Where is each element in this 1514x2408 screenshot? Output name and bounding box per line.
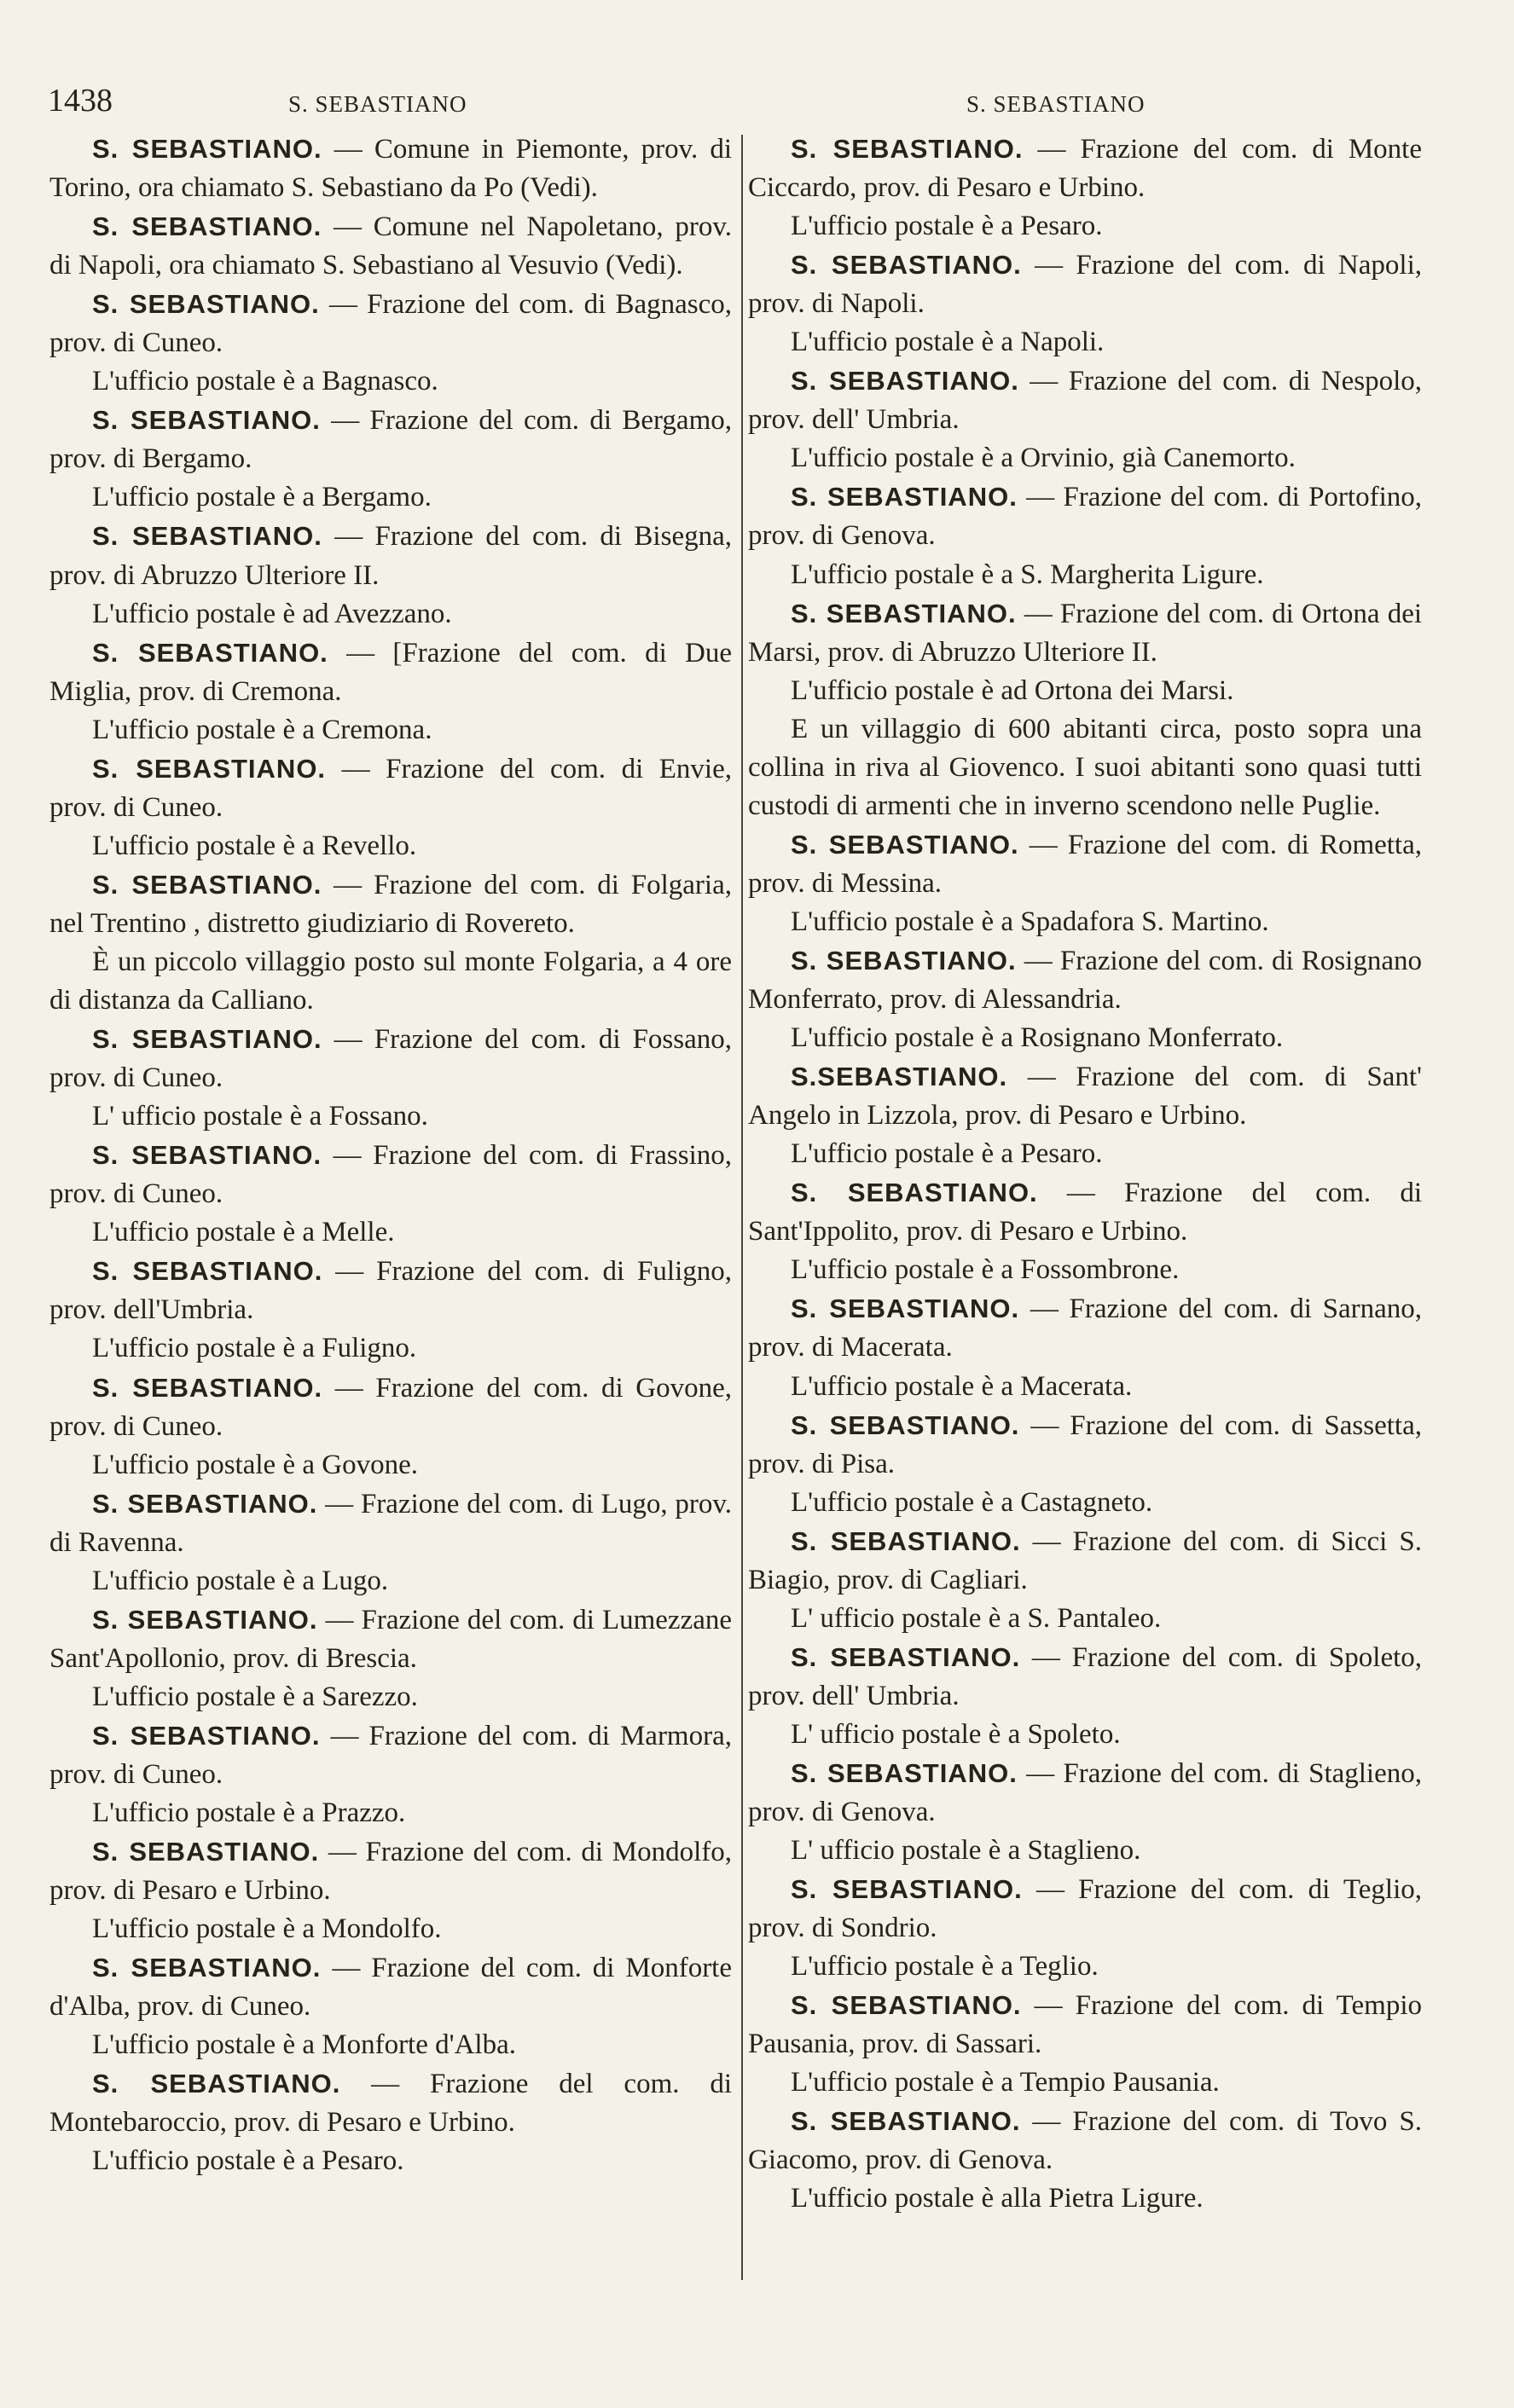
- entry-term: S. SEBASTIANO.: [791, 829, 1019, 860]
- entry-paragraph: [49, 130, 732, 207]
- entry-text: — Frazione del com. di Marmora, prov. di Cuneo.: [49, 1720, 732, 1790]
- entry-text: — Frazione del com. di Folgaria, nel Trentino , distretto giudiziario di Rovereto.: [49, 869, 732, 939]
- entry-note: E un villaggio di 600 abitanti circa, posto sopra una collina in riva al Giovenco. I suoi abitanti sono quasi tutti custodi di armenti che in inverno scendono nelle Puglie.: [748, 713, 1422, 821]
- entry-note: L' ufficio postale è a Spoleto.: [791, 1718, 1121, 1750]
- gazetteer-entry: [49, 517, 732, 633]
- entry-term: S. SEBASTIANO.: [791, 1178, 1038, 1208]
- running-head-left: S. SEBASTIANO: [288, 91, 467, 117]
- entry-paragraph: [49, 750, 732, 827]
- entry-term: S. SEBASTIANO.: [92, 869, 322, 900]
- entry-text: — Frazione del com. di Teglio, prov. di Sondrio.: [748, 1874, 1422, 1944]
- entry-paragraph: [49, 1136, 732, 1213]
- entry-term: S. SEBASTIANO.: [92, 1024, 322, 1055]
- entry-paragraph: [748, 2102, 1422, 2179]
- entry-paragraph: [748, 1754, 1422, 1832]
- entry-note: L'ufficio postale è a Prazzo.: [92, 1797, 406, 1829]
- entry-term: S. SEBASTIANO.: [791, 1757, 1018, 1788]
- entry-term: S. SEBASTIANO.: [791, 1409, 1020, 1440]
- entry-term: S. SEBASTIANO.: [92, 1488, 318, 1519]
- gazetteer-entry: [748, 1173, 1422, 1289]
- gazetteer-entry: [49, 1601, 732, 1716]
- entry-term: S. SEBASTIANO.: [92, 1953, 322, 1983]
- entry-note: L'ufficio postale è a Revello.: [92, 830, 417, 861]
- entry-note: L'ufficio postale è a Tempio Pausania.: [791, 2067, 1220, 2098]
- entry-paragraph: [49, 1020, 732, 1097]
- entry-term: S. SEBASTIANO.: [92, 1720, 321, 1751]
- entry-note: L'ufficio postale è a Lugo.: [92, 1565, 389, 1596]
- entry-term: S. SEBASTIANO.: [92, 134, 322, 164]
- gazetteer-entry: [748, 2102, 1422, 2218]
- entry-paragraph: [748, 478, 1422, 555]
- entry-term: S. SEBASTIANO.: [791, 1294, 1020, 1324]
- gazetteer-entry: [49, 401, 732, 517]
- gazetteer-entry: [748, 1870, 1422, 1986]
- entry-note: L'ufficio postale è a Monforte d'Alba.: [92, 2029, 516, 2061]
- entry-note: L'ufficio postale è alla Pietra Ligure.: [791, 2183, 1204, 2214]
- gazetteer-entry: [49, 1369, 732, 1485]
- running-head-right: S. SEBASTIANO: [966, 91, 1146, 117]
- entry-note: L'ufficio postale è a Macerata.: [791, 1370, 1133, 1402]
- entry-note: L'ufficio postale è a Pesaro.: [791, 1138, 1103, 1170]
- gazetteer-entry: [748, 1986, 1422, 2102]
- entry-note: L'ufficio postale è a Pesaro.: [791, 211, 1103, 242]
- entry-paragraph: [748, 246, 1422, 323]
- entry-note: L'ufficio postale è a Bergamo.: [92, 482, 432, 513]
- entry-paragraph: [49, 1252, 732, 1329]
- gazetteer-entry: [748, 825, 1422, 941]
- entry-paragraph: [49, 2064, 732, 2142]
- entry-term: S. SEBASTIANO.: [791, 482, 1018, 512]
- entry-note: L'ufficio postale è ad Avezzano.: [92, 598, 452, 629]
- entry-paragraph: [49, 285, 732, 362]
- entry-note: L'ufficio postale è a Fossombrone.: [791, 1254, 1180, 1286]
- gazetteer-entry: [748, 246, 1422, 362]
- entry-term: S. SEBASTIANO.: [92, 637, 328, 668]
- gazetteer-entry: [49, 1485, 732, 1601]
- gazetteer-entry: [748, 1522, 1422, 1638]
- entry-paragraph: [49, 1832, 732, 1910]
- entry-text: — Frazione del com. di Fossano, prov. di Cuneo.: [49, 1024, 732, 1094]
- entry-text: — Frazione del com. di Montebaroccio, prov. di Pesaro e Urbino.: [49, 2069, 732, 2139]
- entry-note: L'ufficio postale è a Castagneto.: [791, 1486, 1153, 1518]
- entry-text: — Frazione del com. di Ortona dei Marsi, prov. di Abruzzo Ulteriore II.: [748, 598, 1423, 668]
- entry-text: — Comune in Piemonte, prov. di Torino, ora chiamato S. Sebastiano da Po (Vedi).: [49, 134, 732, 204]
- entry-text: — Frazione del com. di Sassetta, prov. di Pisa.: [748, 1409, 1422, 1479]
- entry-text: — Frazione del com. di Govone, prov. di Cuneo.: [49, 1372, 732, 1442]
- entry-paragraph: [748, 1406, 1422, 1484]
- entry-text: — Frazione del com. di Napoli, prov. di Napoli.: [748, 250, 1422, 320]
- entry-text: — Frazione del com. di Nespolo, prov. dell' Umbria.: [748, 366, 1422, 436]
- entry-text: — Frazione del com. di Portofino, prov. di Genova.: [748, 482, 1423, 552]
- entry-term: S. SEBASTIANO.: [92, 2069, 341, 2099]
- entry-note: L'ufficio postale è a Teglio.: [791, 1951, 1099, 1983]
- entry-text: — Frazione del com. di Bisegna, prov. di Abruzzo Ulteriore II.: [49, 521, 732, 591]
- entry-paragraph: [748, 825, 1422, 903]
- entry-text: — Comune nel Napoletano, prov. di Napoli, ora chiamato S. Sebastiano al Vesuvio (Vedi).: [49, 211, 732, 281]
- entry-note: L'ufficio postale è a Melle.: [92, 1217, 395, 1248]
- entry-paragraph: [748, 362, 1422, 439]
- gazetteer-entry: [49, 750, 732, 865]
- entry-note: L'ufficio postale è a Rosignano Monferrato.: [791, 1022, 1284, 1054]
- entry-term: S. SEBASTIANO.: [92, 1372, 323, 1403]
- entry-text: — Frazione del com. di Staglieno, prov. di Genova.: [748, 1757, 1422, 1828]
- entry-note: L'ufficio postale è a Sarezzo.: [92, 1681, 418, 1712]
- entry-term: S. SEBASTIANO.: [92, 405, 321, 436]
- entry-text: — Frazione del com. di Monforte d'Alba, prov. di Cuneo.: [49, 1953, 732, 2023]
- entry-term: S. SEBASTIANO.: [92, 289, 320, 320]
- entry-text: — Frazione del com. di Lumezzane Sant'Apollonio, prov. di Brescia.: [49, 1604, 733, 1674]
- entry-text: — Frazione del com. di Rometta, prov. di Messina.: [748, 829, 1423, 899]
- right-column: [748, 130, 1422, 2219]
- entry-text: — Frazione del com. di Sarnano, prov. di Macerata.: [748, 1294, 1422, 1363]
- entry-note: L'ufficio postale è a Mondolfo.: [92, 1913, 442, 1945]
- entry-text: — Frazione del com. di Tempio Pausania, prov. di Sassari.: [748, 1990, 1423, 2060]
- entry-paragraph: [49, 865, 732, 943]
- gazetteer-entry: [49, 1716, 732, 1832]
- entry-text: — Frazione del com. di Tovo S. Giacomo, prov. di Genova.: [748, 2106, 1422, 2176]
- entry-paragraph: [49, 401, 732, 478]
- entry-note: L'ufficio postale è a Cremona.: [92, 714, 432, 745]
- gazetteer-entry: [748, 1289, 1422, 1405]
- entry-text: — Frazione del com. di Fuligno, prov. dell'Umbria.: [49, 1256, 732, 1326]
- entry-note: L'ufficio postale è a Govone.: [92, 1449, 418, 1480]
- column-divider: [741, 135, 743, 2280]
- entry-term: S. SEBASTIANO.: [791, 1525, 1021, 1556]
- gazetteer-entry: [49, 1948, 732, 2064]
- entry-paragraph: [49, 207, 732, 285]
- entry-term: S. SEBASTIANO.: [791, 598, 1017, 628]
- entry-text: — Frazione del com. di Rosignano Monferrato, prov. di Alessandria.: [748, 945, 1422, 1016]
- entry-note: L'ufficio postale è a Orvinio, già Canemorto.: [791, 443, 1296, 474]
- entry-term: S. SEBASTIANO.: [791, 134, 1024, 164]
- gazetteer-entry: [748, 362, 1422, 478]
- entry-note: L'ufficio postale è a Bagnasco.: [92, 366, 438, 397]
- entry-term: S. SEBASTIANO.: [92, 211, 322, 242]
- entry-term: S. SEBASTIANO.: [92, 1604, 318, 1635]
- entry-term: S. SEBASTIANO.: [92, 1256, 323, 1287]
- entry-text: — Frazione del com. di Sicci S. Biagio, prov. di Cagliari.: [748, 1525, 1423, 1595]
- entry-text: — Frazione del com. di Monte Ciccardo, prov. di Pesaro e Urbino.: [748, 134, 1422, 204]
- gazetteer-entry: [748, 1638, 1422, 1754]
- entry-paragraph: [49, 1948, 732, 2026]
- entry-paragraph: [49, 1716, 732, 1794]
- entry-note: L'ufficio postale è ad Ortona dei Marsi.: [791, 674, 1234, 706]
- entry-paragraph: [748, 1522, 1422, 1600]
- gazetteer-entry: [748, 941, 1422, 1057]
- gazetteer-entry: [49, 130, 732, 207]
- entry-paragraph: [49, 1601, 732, 1678]
- entry-text: — Frazione del com. di Envie, prov. di Cuneo.: [49, 753, 732, 823]
- entry-paragraph: [49, 634, 732, 711]
- left-column: [49, 130, 732, 2180]
- gazetteer-entry: [49, 634, 732, 750]
- gazetteer-entry: [748, 1754, 1422, 1870]
- entry-text: — Frazione del com. di Spoleto, prov. dell' Umbria.: [748, 1641, 1423, 1711]
- gazetteer-entry: [748, 1406, 1422, 1522]
- gazetteer-entry: [49, 1136, 732, 1252]
- entry-paragraph: [748, 1870, 1422, 1948]
- gazetteer-entry: [748, 478, 1422, 593]
- entry-term: S. SEBASTIANO.: [791, 1990, 1022, 2021]
- entry-paragraph: [748, 1289, 1422, 1367]
- entry-paragraph: [49, 1485, 732, 1562]
- entry-term: S. SEBASTIANO.: [92, 1140, 322, 1171]
- entry-paragraph: [748, 594, 1422, 672]
- entry-paragraph: [748, 1057, 1422, 1135]
- gazetteer-entry: [49, 865, 732, 1020]
- entry-note: È un piccolo villaggio posto sul monte Folgaria, a 4 ore di distanza da Calliano.: [49, 946, 732, 1016]
- entry-paragraph: [49, 1369, 732, 1446]
- gazetteer-entry: [49, 1020, 732, 1136]
- entry-note: L' ufficio postale è a S. Pantaleo.: [791, 1602, 1162, 1634]
- entry-term: S. SEBASTIANO.: [92, 753, 327, 784]
- gazetteer-entry: [49, 207, 732, 285]
- entry-text: — [Frazione del com. di Due Miglia, prov. di Cremona.: [49, 637, 733, 707]
- gazetteer-entry: [49, 1832, 732, 1948]
- entry-paragraph: [748, 1986, 1422, 2064]
- entry-text: — Frazione del com. di Sant'Ippolito, prov. di Pesaro e Urbino.: [748, 1178, 1422, 1247]
- gazetteer-entry: [49, 285, 732, 401]
- gazetteer-entry: [49, 1252, 732, 1368]
- gazetteer-entry: [748, 1057, 1422, 1173]
- entry-note: L'ufficio postale è a S. Margherita Ligure.: [791, 559, 1264, 590]
- entry-term: S. SEBASTIANO.: [791, 250, 1022, 281]
- gazetteer-entry: [49, 2064, 732, 2180]
- entry-paragraph: [748, 941, 1422, 1019]
- entry-text: — Frazione del com. di Lugo, prov. di Ravenna.: [49, 1488, 732, 1558]
- entry-term: S. SEBASTIANO.: [92, 521, 322, 552]
- entry-note: L' ufficio postale è a Staglieno.: [791, 1835, 1141, 1867]
- entry-note: L'ufficio postale è a Napoli.: [791, 327, 1105, 358]
- entry-term: S. SEBASTIANO.: [791, 1874, 1023, 1905]
- entry-text: — Frazione del com. di Sant' Angelo in Lizzola, prov. di Pesaro e Urbino.: [748, 1062, 1422, 1132]
- entry-text: — Frazione del com. di Mondolfo, prov. di Pesaro e Urbino.: [49, 1837, 732, 1907]
- entry-paragraph: [748, 1638, 1422, 1716]
- page-number: 1438: [48, 83, 113, 119]
- entry-note: L' ufficio postale è a Fossano.: [92, 1101, 428, 1132]
- entry-paragraph: [748, 1173, 1422, 1251]
- entry-text: — Frazione del com. di Frassino, prov. di Cuneo.: [49, 1140, 732, 1210]
- entry-term: S. SEBASTIANO.: [791, 1641, 1021, 1672]
- gazetteer-entry: [748, 130, 1422, 246]
- gazetteer-entry: [748, 594, 1422, 825]
- entry-paragraph: [49, 517, 732, 594]
- entry-note: L'ufficio postale è a Pesaro.: [92, 2145, 404, 2177]
- entry-term: S. SEBASTIANO.: [791, 366, 1019, 397]
- entry-term: S. SEBASTIANO.: [92, 1837, 320, 1867]
- entry-text: — Frazione del com. di Bergamo, prov. di Bergamo.: [49, 405, 732, 475]
- entry-term: S. SEBASTIANO.: [791, 2106, 1021, 2137]
- entry-term: S.SEBASTIANO.: [791, 1062, 1008, 1092]
- entry-paragraph: [748, 130, 1422, 207]
- entry-text: — Frazione del com. di Bagnasco, prov. di Cuneo.: [49, 289, 733, 359]
- entry-note: L'ufficio postale è a Fuligno.: [92, 1333, 417, 1364]
- entry-term: S. SEBASTIANO.: [791, 945, 1017, 975]
- entry-note: L'ufficio postale è a Spadafora S. Martino.: [791, 906, 1269, 937]
